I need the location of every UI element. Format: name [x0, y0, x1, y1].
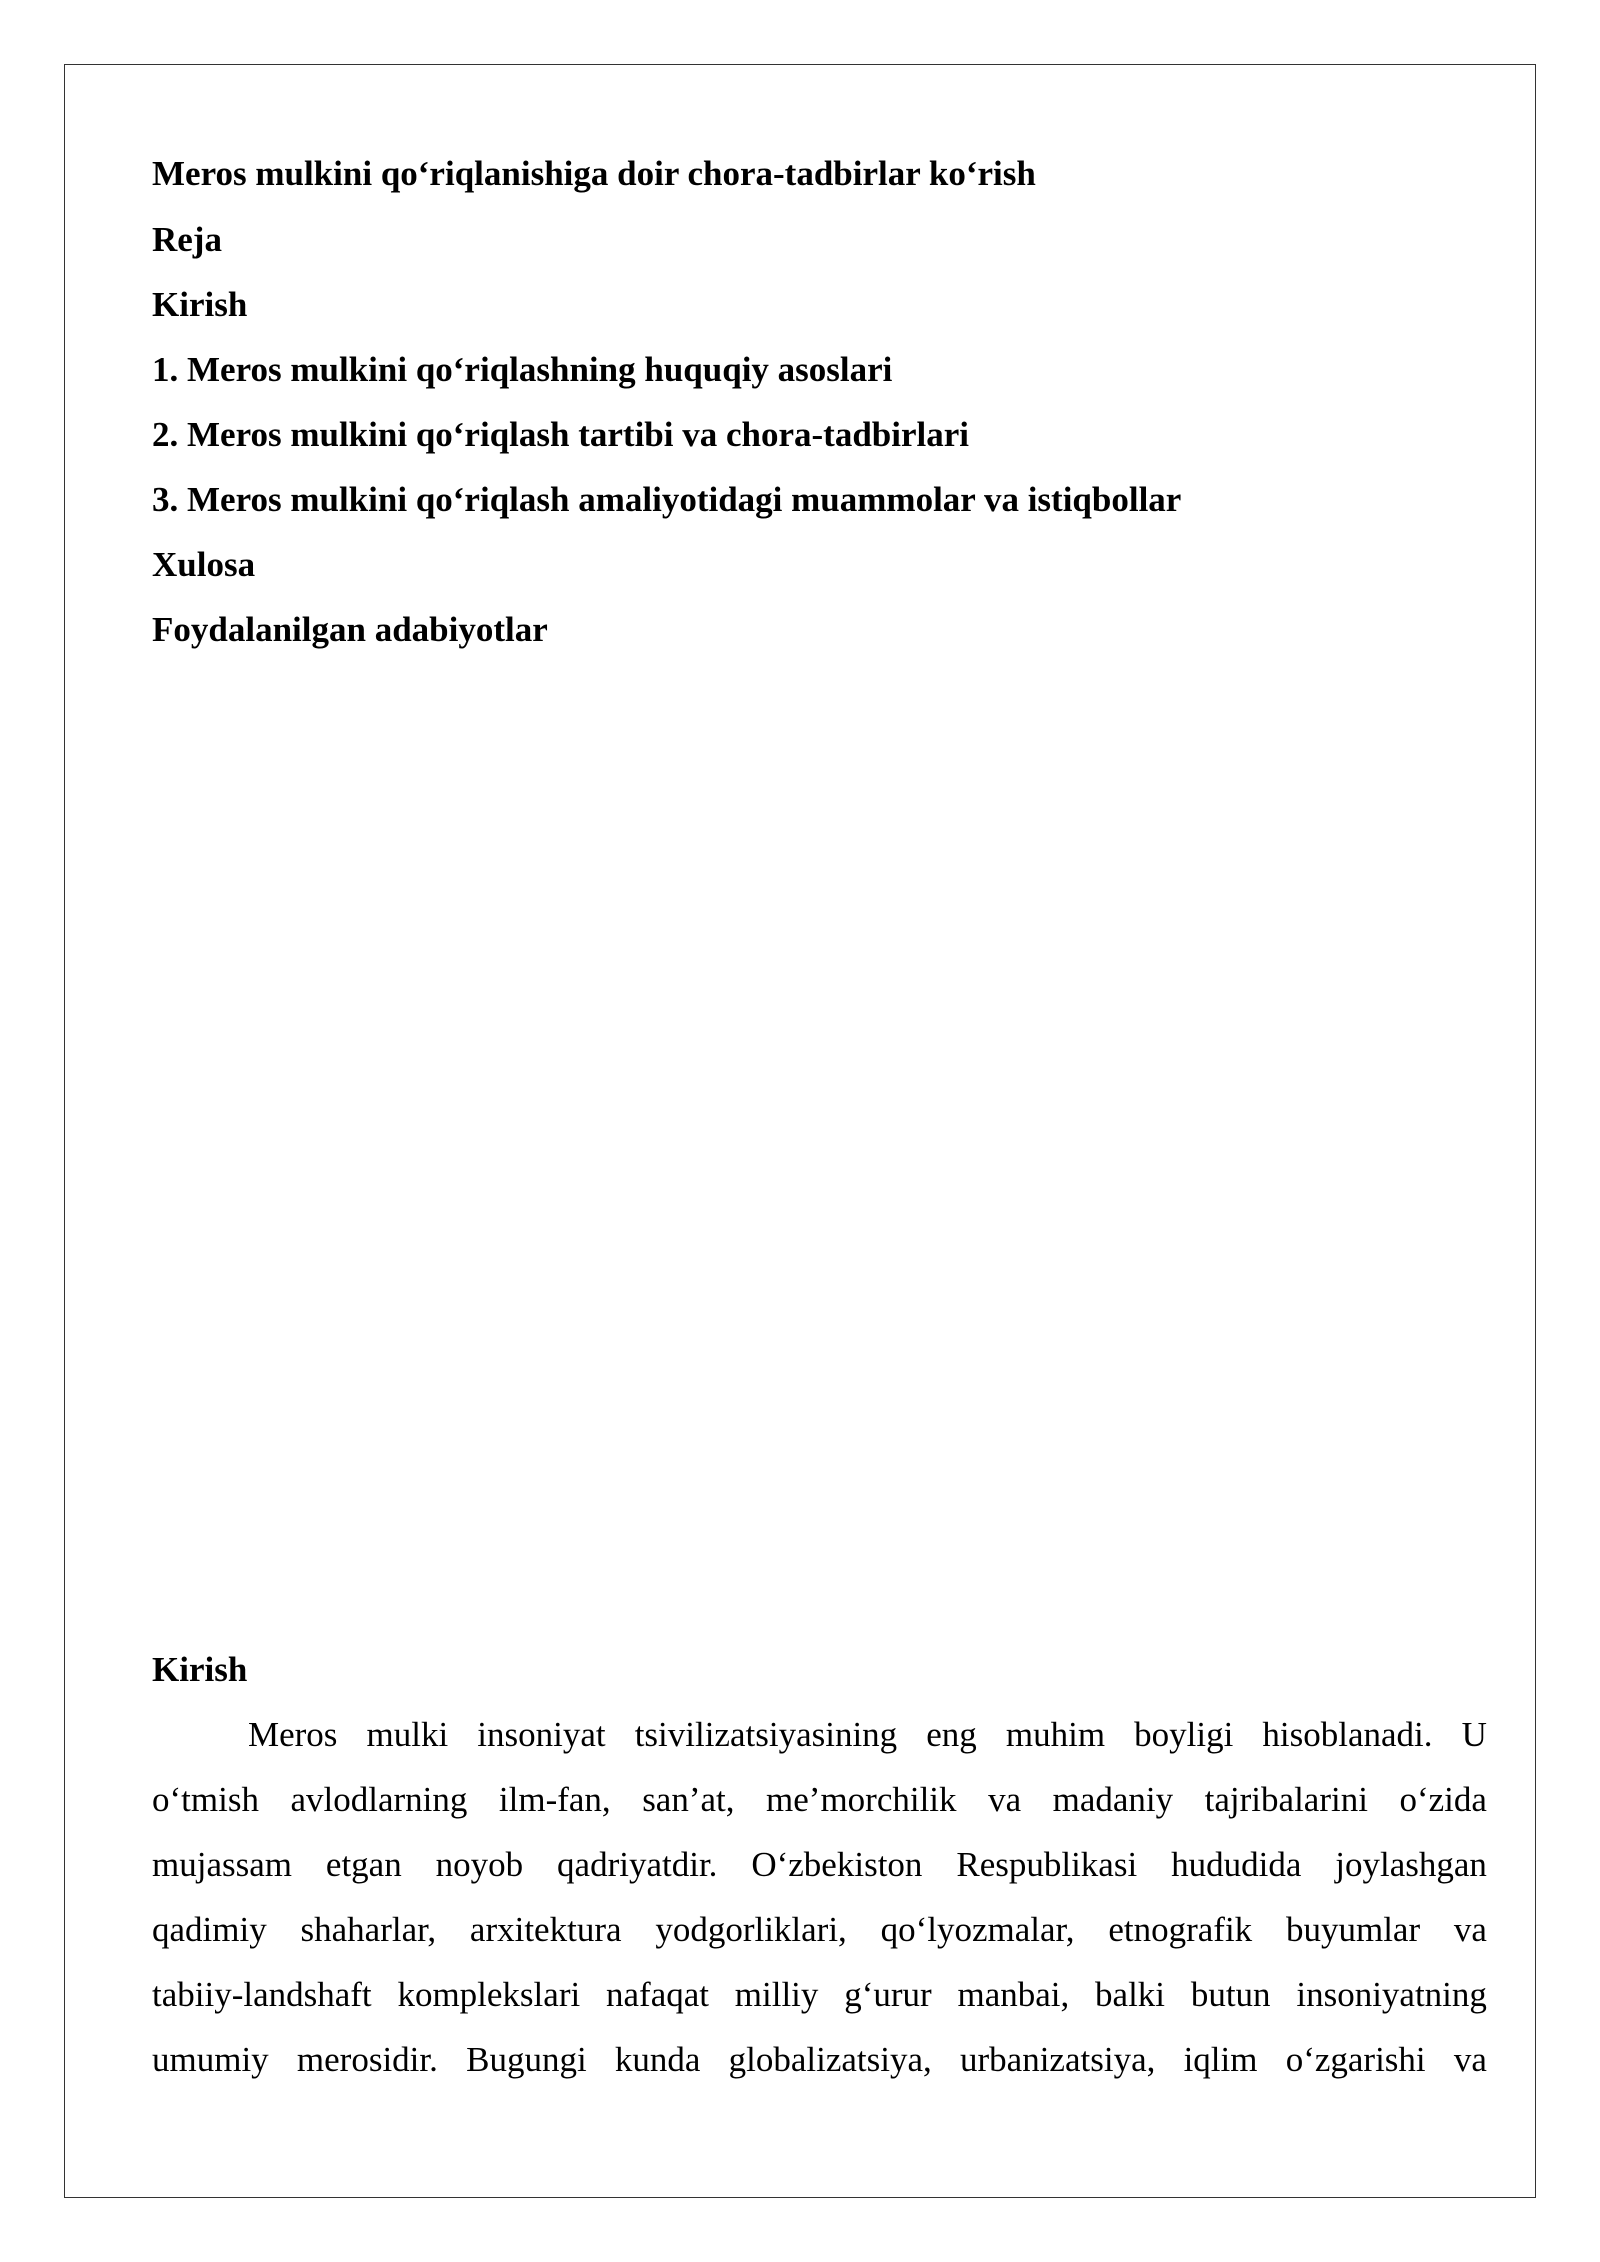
- paragraph-line-text: [152, 1780, 1487, 1820]
- word: nafaqat: [606, 1975, 709, 2014]
- word: mujassam: [152, 1845, 292, 1884]
- paragraph-line: [248, 1715, 1487, 1755]
- outline-item: 2. Meros mulkini qo‘riqlash tartibi va chora-tadbirlari: [152, 415, 969, 454]
- word: insoniyatning: [1296, 1975, 1487, 2014]
- word: tajribalarini: [1204, 1780, 1368, 1819]
- paragraph-line: [152, 1910, 1487, 1950]
- word: butun: [1190, 1975, 1271, 2014]
- document-title: Meros mulkini qo‘riqlanishiga doir chora-tadbirlar ko‘rish: [152, 154, 1036, 193]
- word: iqlim: [1183, 2040, 1258, 2079]
- paragraph-line: [152, 1780, 1487, 1820]
- word: umumiy: [152, 2040, 269, 2079]
- word: joylashgan: [1335, 1845, 1487, 1884]
- word: milliy: [734, 1975, 819, 2014]
- outline-item: Kirish: [152, 285, 248, 324]
- word: g‘urur: [844, 1975, 932, 2014]
- word: va: [1453, 1910, 1487, 1949]
- paragraph-line-text: [152, 2040, 1487, 2080]
- paragraph-line-text: [152, 1975, 1487, 2015]
- word: merosidir.: [296, 2040, 438, 2079]
- word: tsivilizatsiyasining: [634, 1715, 898, 1754]
- word: arxitektura: [469, 1910, 622, 1949]
- word: o‘tmish: [152, 1780, 259, 1819]
- word: Meros: [248, 1715, 338, 1754]
- word: me’morchilik: [766, 1780, 957, 1819]
- word: hududida: [1171, 1845, 1302, 1884]
- word: muhim: [1005, 1715, 1106, 1754]
- word: va: [988, 1780, 1022, 1819]
- word: etnografik: [1108, 1910, 1253, 1949]
- paragraph-line: [152, 1975, 1487, 2015]
- word: madaniy: [1052, 1780, 1174, 1819]
- word: buyumlar: [1285, 1910, 1421, 1949]
- paragraph-line-text: [248, 1715, 1487, 1755]
- word: noyob: [435, 1845, 524, 1884]
- word: Bugungi: [466, 2040, 587, 2079]
- word: kunda: [614, 2040, 701, 2079]
- word: shaharlar,: [300, 1910, 437, 1949]
- word: qo‘lyozmalar,: [880, 1910, 1075, 1949]
- word: eng: [926, 1715, 977, 1754]
- word: urbanizatsiya,: [960, 2040, 1156, 2079]
- word: boyligi: [1134, 1715, 1234, 1754]
- word: mulki: [366, 1715, 449, 1754]
- section-heading: Kirish: [152, 1650, 248, 1689]
- word: insoniyat: [477, 1715, 606, 1754]
- word: san’at,: [642, 1780, 735, 1819]
- word: ilm-fan,: [498, 1780, 611, 1819]
- word: tabiiy-landshaft: [152, 1975, 372, 2014]
- word: o‘zgarishi: [1285, 2040, 1426, 2079]
- outline-item: 1. Meros mulkini qo‘riqlashning huquqiy asoslari: [152, 350, 893, 389]
- word: etgan: [325, 1845, 402, 1884]
- word: Respublikasi: [956, 1845, 1138, 1884]
- paragraph-line-text: [152, 1845, 1487, 1885]
- word: U: [1461, 1715, 1487, 1754]
- outline-item: Foydalanilgan adabiyotlar: [152, 610, 548, 649]
- word: hisoblanadi.: [1262, 1715, 1433, 1754]
- word: O‘zbekiston: [751, 1845, 923, 1884]
- word: va: [1453, 2040, 1487, 2079]
- outline-heading: Reja: [152, 220, 222, 259]
- paragraph-line: [152, 2040, 1487, 2080]
- paragraph-line-text: [152, 1910, 1487, 1950]
- paragraph-line: [152, 1845, 1487, 1885]
- word: qadimiy: [152, 1910, 267, 1949]
- word: avlodlarning: [290, 1780, 468, 1819]
- word: yodgorliklari,: [655, 1910, 847, 1949]
- word: globalizatsiya,: [728, 2040, 932, 2079]
- word: komplekslari: [397, 1975, 581, 2014]
- outline-item: 3. Meros mulkini qo‘riqlash amaliyotidagi muammolar va istiqbollar: [152, 480, 1182, 519]
- word: balki: [1095, 1975, 1166, 2014]
- word: manbai,: [957, 1975, 1070, 2014]
- outline-item: Xulosa: [152, 545, 256, 584]
- word: o‘zida: [1399, 1780, 1487, 1819]
- word: qadriyatdir.: [557, 1845, 718, 1884]
